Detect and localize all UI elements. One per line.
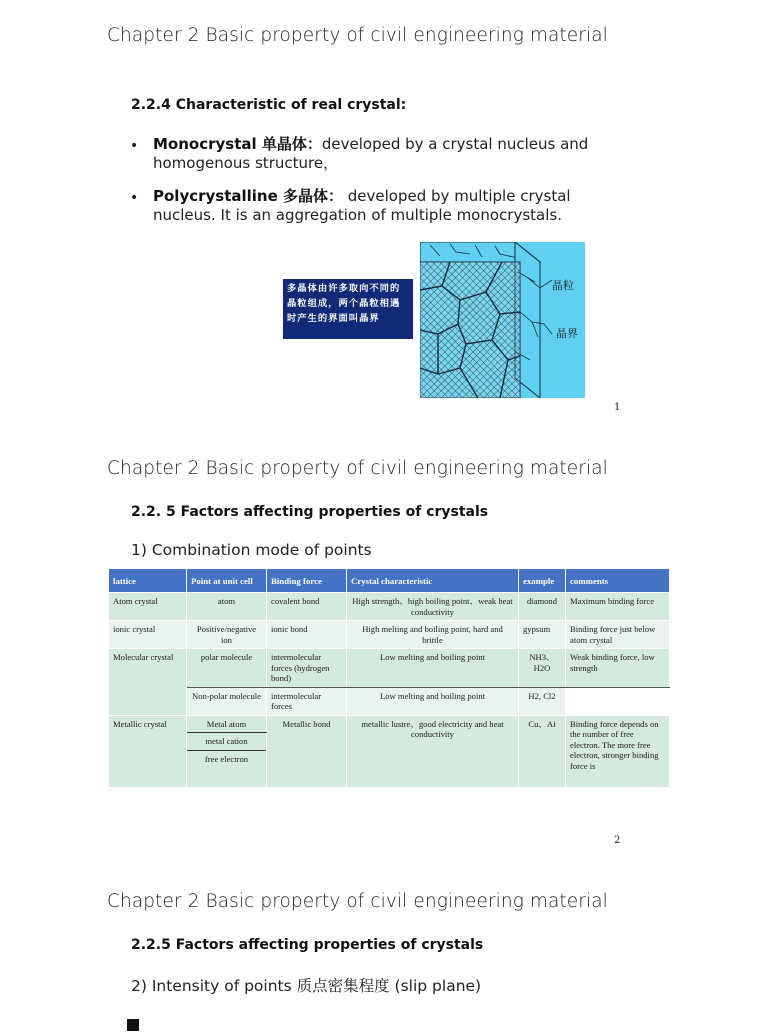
section-heading: 2.2.5 Factors affecting properties of crystals bbox=[131, 937, 484, 953]
table-row bbox=[109, 649, 670, 688]
table-cell: Metal atom bbox=[187, 715, 267, 733]
crystal-properties-table bbox=[108, 568, 670, 788]
table-cell: Positive/negative ion bbox=[187, 621, 267, 649]
header-cell: Binding force bbox=[267, 569, 347, 593]
bullet-text: developed by a crystal nucleus and homogenous structure， bbox=[153, 135, 589, 172]
table-cell: H2, Cl2 bbox=[519, 687, 566, 715]
table-cell: Atom crystal bbox=[109, 593, 187, 621]
table-cell: metal cation bbox=[187, 733, 267, 751]
polycrystal-diagram bbox=[420, 242, 585, 398]
table-row bbox=[109, 715, 670, 733]
table-cell: Molecular crystal bbox=[109, 649, 187, 716]
table-cell: Weak binding force, low strength bbox=[566, 649, 670, 688]
header-cell: Crystal characteristic bbox=[347, 569, 519, 593]
table-row bbox=[109, 687, 670, 715]
square-bullet-icon bbox=[127, 1019, 139, 1031]
bullet-text: developed by multiple crystal nucleus. It is an aggregation of multiple monocrystals. bbox=[153, 187, 571, 224]
table-cell: intermolecular forces bbox=[267, 687, 347, 715]
page-number: 1 bbox=[614, 402, 621, 413]
header-cell: Point at unit cell bbox=[187, 569, 267, 593]
table-cell: High strength、high boiling point、weak heat conductivity bbox=[347, 593, 519, 621]
table-cell: Low melting and boiling point bbox=[347, 649, 519, 688]
table-cell: metallic lustre、good electricity and heat conductivity bbox=[347, 715, 519, 787]
chapter-title: Chapter 2 Basic property of civil engineering material bbox=[107, 25, 608, 46]
header-cell: example bbox=[519, 569, 566, 593]
bullet-monocrystal bbox=[153, 135, 623, 173]
table-row bbox=[109, 593, 670, 621]
table-cell: Binding force depends on the number of free electron. The more free electron, stronger binding force is bbox=[566, 715, 670, 787]
bullet-dot: • bbox=[130, 190, 139, 206]
figure-caption-box: 多晶体由许多取向不同的晶粒组成，两个晶粒相遇时产生的界面叫晶界 bbox=[283, 279, 413, 339]
header-cell: comments bbox=[566, 569, 670, 593]
table-cell: diamond bbox=[519, 593, 566, 621]
table-cell: intermolecular forces (hydrogen bond) bbox=[267, 649, 347, 688]
table-cell: ionic bond bbox=[267, 621, 347, 649]
table-cell: Low melting and boiling point bbox=[347, 687, 519, 715]
table-cell: gypsum bbox=[519, 621, 566, 649]
chapter-title: Chapter 2 Basic property of civil engineering material bbox=[107, 458, 608, 479]
label-grain: 晶粒 bbox=[552, 279, 574, 292]
truncated-bullet bbox=[127, 1016, 147, 1034]
subheading: 1) Combination mode of points bbox=[131, 541, 372, 559]
table-cell: atom bbox=[187, 593, 267, 621]
table-cell: High melting and boiling point, hard and brittle bbox=[347, 621, 519, 649]
page-number: 2 bbox=[614, 835, 621, 846]
table-cell: Metallic crystal bbox=[109, 715, 187, 787]
table-cell: Maximum binding force bbox=[566, 593, 670, 621]
table-cell: covalent bond bbox=[267, 593, 347, 621]
table-cell: Non-polar molecule bbox=[187, 687, 267, 715]
bullet-term: Polycrystalline 多晶体： bbox=[153, 187, 344, 205]
table-cell: polar molecule bbox=[187, 649, 267, 688]
table-cell: free electron bbox=[187, 750, 267, 787]
section-heading: 2.2.4 Characteristic of real crystal: bbox=[131, 97, 407, 113]
header-cell: lattice bbox=[109, 569, 187, 593]
table-header-row bbox=[109, 569, 670, 593]
table-cell-empty bbox=[566, 687, 670, 715]
table-cell: NH3、H2O bbox=[519, 649, 566, 688]
table-cell: Metallic bond bbox=[267, 715, 347, 787]
label-boundary: 晶界 bbox=[556, 327, 578, 340]
chapter-title: Chapter 2 Basic property of civil engineering material bbox=[107, 891, 608, 912]
table-cell: Binding force just below atom crystal bbox=[566, 621, 670, 649]
table-cell: Cu、Ai bbox=[519, 715, 566, 787]
table-cell: ionic crystal bbox=[109, 621, 187, 649]
subheading: 2) Intensity of points 质点密集程度 (slip plane) bbox=[131, 977, 482, 995]
bullet-polycrystalline bbox=[153, 187, 623, 225]
table-row bbox=[109, 621, 670, 649]
bullet-dot: • bbox=[130, 138, 139, 154]
section-heading: 2.2. 5 Factors affecting properties of crystals bbox=[131, 504, 489, 520]
bullet-term: Monocrystal 单晶体： bbox=[153, 135, 322, 153]
